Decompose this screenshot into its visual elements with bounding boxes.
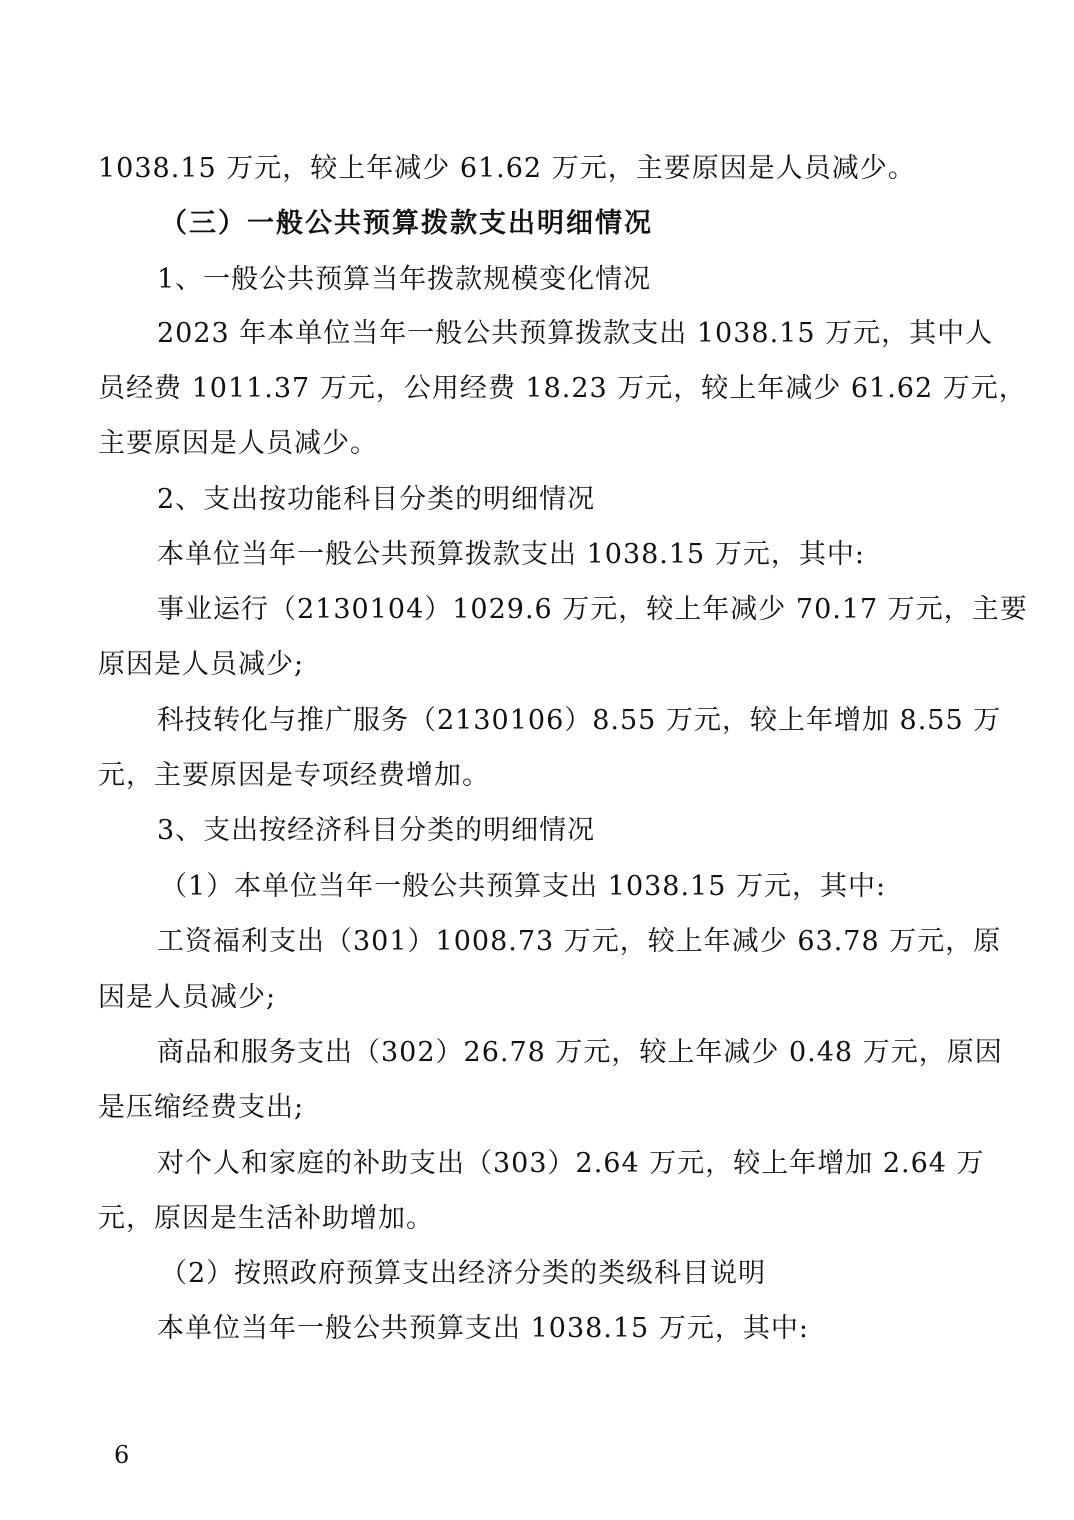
section-heading: （三）一般公共预算拨款支出明细情况 <box>160 208 653 239</box>
paragraph-line: 员经费 1011.37 万元，公用经费 18.23 万元，较上年减少 61.62 万元， <box>98 373 1027 404</box>
paragraph-line: 1038.15 万元，较上年减少 61.62 万元，主要原因是人员减少。 <box>98 153 916 184</box>
paragraph-line: 是压缩经费支出; <box>98 1092 305 1123</box>
subsection-heading: 1、一般公共预算当年拨款规模变化情况 <box>157 264 652 295</box>
paragraph-line: 主要原因是人员减少。 <box>98 428 378 459</box>
paragraph-line: 科技转化与推广服务（2130106）8.55 万元，较上年增加 8.55 万 <box>157 705 1002 736</box>
paragraph-line: 因是人员减少; <box>98 982 277 1013</box>
paragraph-line: 本单位当年一般公共预算拨款支出 1038.15 万元，其中: <box>157 539 865 570</box>
paragraph-line: 工资福利支出（301）1008.73 万元，较上年减少 63.78 万元，原 <box>157 926 1002 957</box>
paragraph-line: 元，原因是生活补助增加。 <box>98 1203 434 1234</box>
paragraph-line: （1）本单位当年一般公共预算支出 1038.15 万元，其中: <box>160 871 887 902</box>
page-number: 6 <box>114 1441 130 1469</box>
paragraph-line: 本单位当年一般公共预算支出 1038.15 万元，其中: <box>157 1313 809 1344</box>
paragraph-line: 对个人和家庭的补助支出（303）2.64 万元，较上年增加 2.64 万 <box>157 1148 985 1179</box>
paragraph-line: 2023 年本单位当年一般公共预算拨款支出 1038.15 万元，其中人 <box>157 318 994 349</box>
paragraph-line: 元，主要原因是专项经费增加。 <box>98 760 490 791</box>
subsection-heading: 2、支出按功能科目分类的明细情况 <box>157 484 596 515</box>
paragraph-line: （2）按照政府预算支出经济分类的类级科目说明 <box>160 1258 767 1289</box>
subsection-heading: 3、支出按经济科目分类的明细情况 <box>157 815 596 846</box>
paragraph-line: 商品和服务支出（302）26.78 万元，较上年减少 0.48 万元，原因 <box>157 1037 1003 1068</box>
paragraph-line: 原因是人员减少; <box>98 649 305 680</box>
paragraph-line: 事业运行（2130104）1029.6 万元，较上年减少 70.17 万元，主要 <box>157 594 1028 625</box>
